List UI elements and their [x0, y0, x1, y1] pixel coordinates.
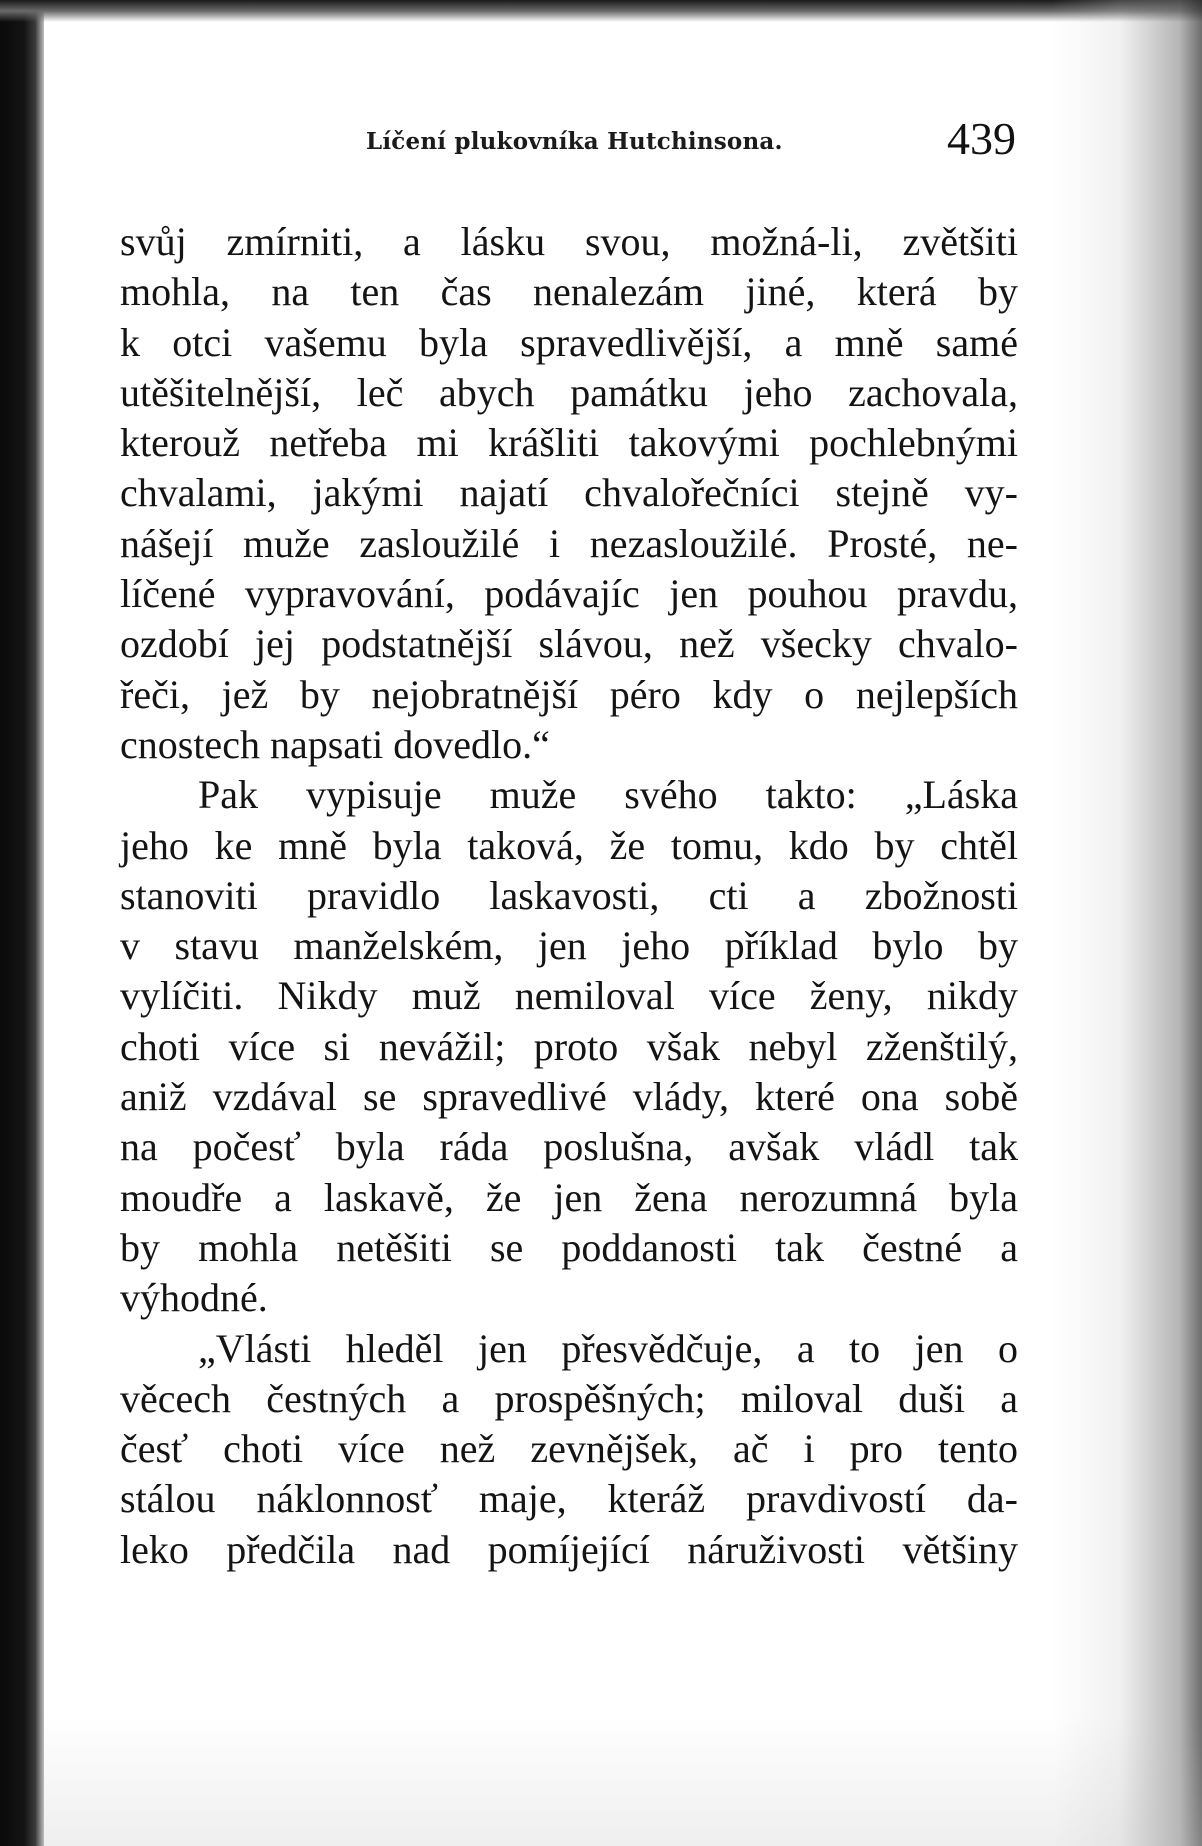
text-line: moudře a laskavě, že jen žena nerozumná byla — [120, 1174, 1018, 1220]
text-line: cnostech napsati dovedlo.“ — [120, 721, 550, 767]
text-line: choti více si nevážil; proto však nebyl zženštilý, — [120, 1023, 1018, 1069]
text-line: stálou náklonnosť maje, kteráž pravdivostí da- — [120, 1476, 1018, 1522]
text-line: kterouž netřeba mi krášliti takovými pochlebnými — [120, 420, 1018, 466]
binding-shadow — [0, 0, 44, 1846]
text-line: svůj zmírniti, a lásku svou, možná-li, zvětšiti — [120, 219, 1018, 264]
text-line: nášejí muže zasloužilé i nezasloužilé. Prosté, ne- — [120, 520, 1018, 566]
text-line: v stavu manželském, jen jeho příklad bylo by — [120, 923, 1018, 969]
text-line: česť choti více než zevnějšek, ač i pro tento — [120, 1426, 1018, 1472]
text-line: aniž vzdával se spravedlivé vlády, které ona sobě — [120, 1074, 1018, 1120]
page-header — [120, 112, 1020, 172]
text-line: jeho ke mně byla taková, že tomu, kdo by chtěl — [120, 822, 1018, 868]
page-number: 439 — [947, 113, 1016, 164]
text-line: leko předčila nad pomíjející náruživosti většiny — [120, 1526, 1018, 1572]
top-edge-shadow — [0, 0, 1202, 22]
page-edge-shading — [1052, 0, 1202, 1846]
paper-texture — [44, 1716, 1202, 1846]
text-line: chvalami, jakými najatí chvalořečníci stejně vy- — [120, 470, 1018, 516]
text-line: by mohla netěšiti se poddanosti tak čestné a — [120, 1224, 1018, 1270]
text-line: řeči, jež by nejobratnější péro kdy o nejlepších — [120, 671, 1018, 717]
text-line: mohla, na ten čas nenalezám jiné, která by — [120, 269, 1018, 315]
text-line: utěšitelnější, leč abych památku jeho zachovala, — [120, 369, 1018, 415]
text-line: vylíčiti. Nikdy muž nemiloval více ženy, nikdy — [120, 973, 1018, 1019]
text-line: stanoviti pravidlo laskavosti, cti a zbožnosti — [120, 872, 1018, 918]
text-line: k otci vašemu byla spravedlivější, a mně samé — [120, 319, 1018, 365]
body-text — [120, 217, 1018, 1575]
running-title: Líčení plukovníka Hutchinsona. — [366, 128, 783, 155]
text-line: na počesť byla ráda poslušna, avšak vládl tak — [120, 1124, 1018, 1170]
text-line: líčené vypravování, podávajíc jen pouhou pravdu, — [120, 571, 1018, 617]
text-line: Pak vypisuje muže svého takto: „Láska — [198, 772, 1018, 818]
text-line: ozdobí jej podstatnější slávou, než všecky chvalo- — [120, 621, 1018, 667]
text-line: věcech čestných a prospěšných; miloval duši a — [120, 1375, 1018, 1421]
text-line: „Vlásti hleděl jen přesvědčuje, a to jen o — [198, 1325, 1018, 1371]
text-line: výhodné. — [120, 1275, 268, 1321]
